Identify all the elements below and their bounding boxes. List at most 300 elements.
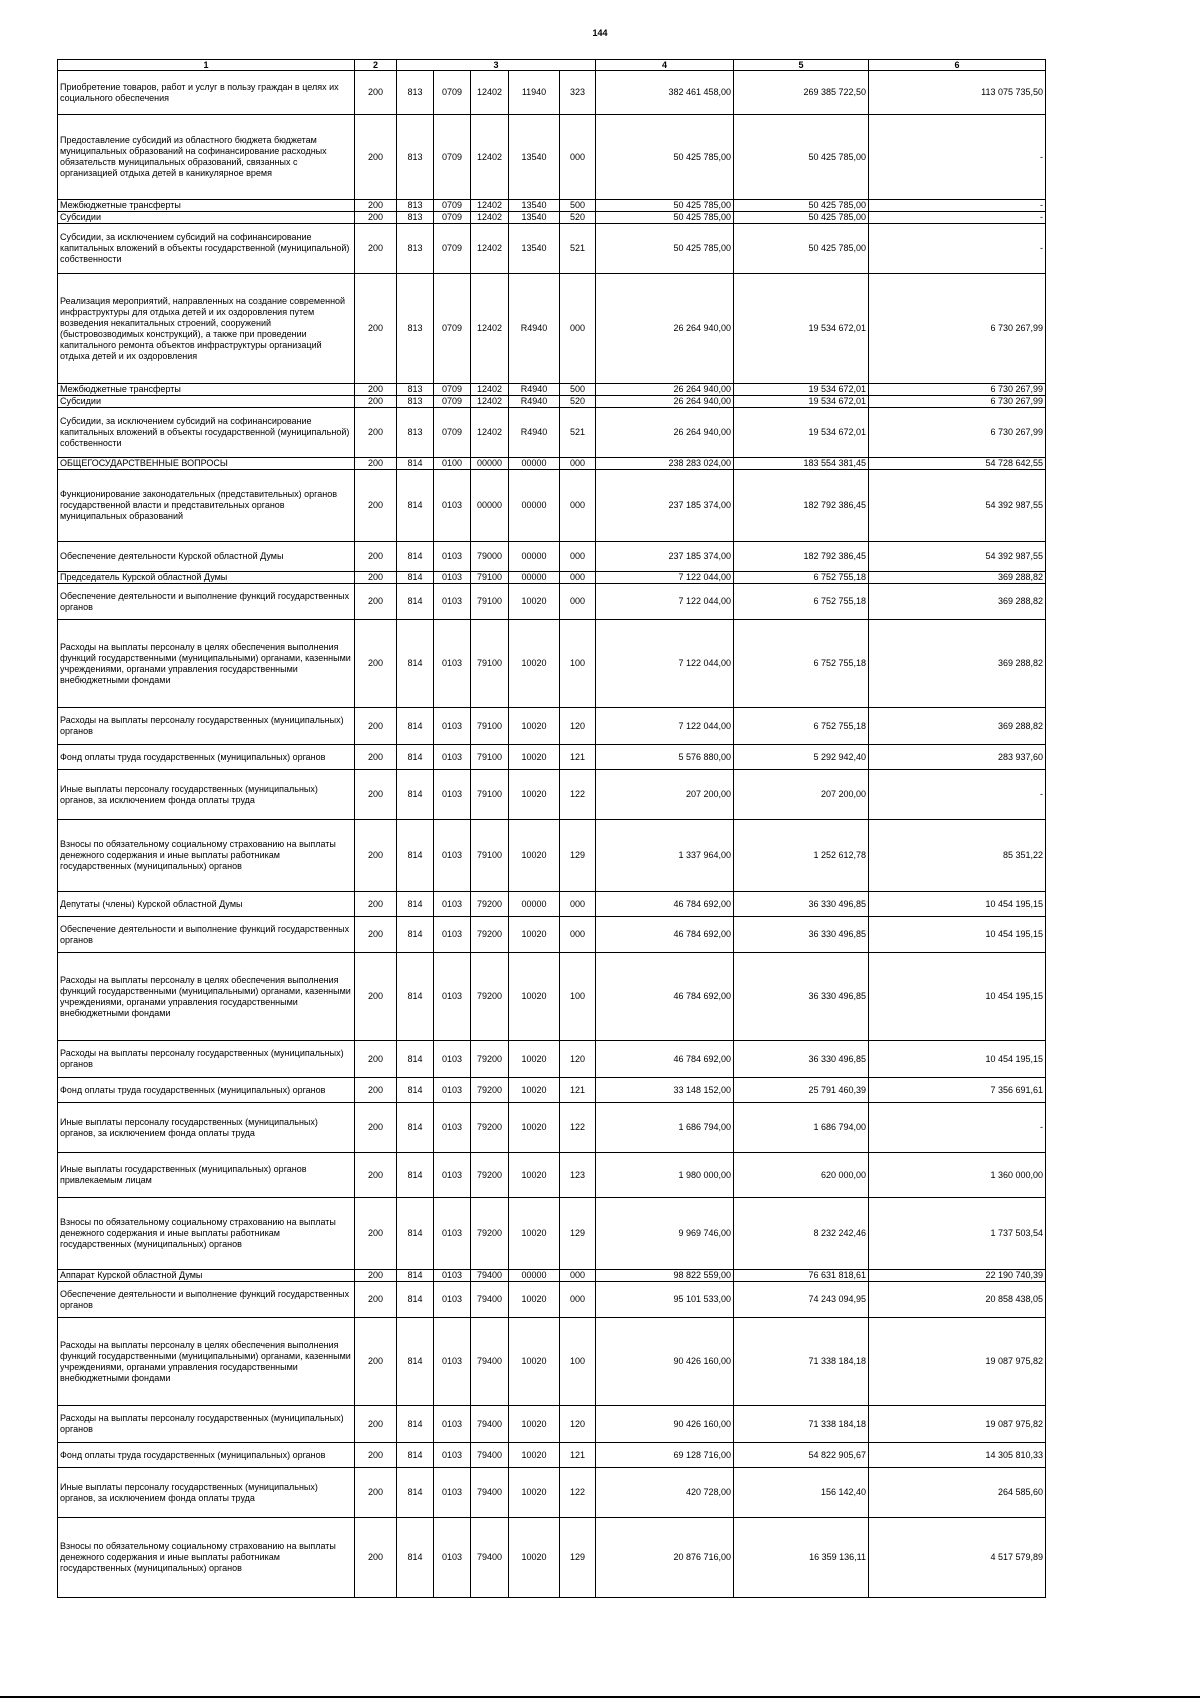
row-executed-amount: 36 330 496,85 <box>734 1041 869 1078</box>
row-approved-amount: 50 425 785,00 <box>596 212 734 224</box>
row-remaining-amount: - <box>869 200 1046 212</box>
row-name: Расходы на выплаты персоналу государственных (муниципальных) органов <box>58 1406 355 1443</box>
row-target-code-2: 10020 <box>509 820 560 892</box>
row-target-code-1: 79100 <box>471 584 509 620</box>
table-row <box>58 620 1046 708</box>
row-remaining-amount: 10 454 195,15 <box>869 917 1046 953</box>
row-executed-amount: 6 752 755,18 <box>734 620 869 708</box>
row-target-code-1: 12402 <box>471 224 509 274</box>
row-name: Реализация мероприятий, направленных на создание современной инфраструктуры для отдыха детей и их оздоровления путем возведения некапитальных строений, сооружений (быстровозводимых конструкций), а также при проведении капитального ремонта объектов инфраструктуры организаций отдыха детей и их оздоровления <box>58 274 355 384</box>
row-name: Межбюджетные трансферты <box>58 384 355 396</box>
table-row <box>58 745 1046 770</box>
row-name: Расходы на выплаты персоналу в целях обеспечения выполнения функций государственными (муниципальными) органами, казенными учреждениями, органами управления государственными внебюджетными фондами <box>58 1318 355 1406</box>
row-target-code-2: 11940 <box>509 71 560 115</box>
row-approved-amount: 1 337 964,00 <box>596 820 734 892</box>
row-name: Иные выплаты государственных (муниципальных) органов привлекаемым лицам <box>58 1153 355 1198</box>
row-admin-code: 200 <box>355 384 397 396</box>
row-section-code: 0100 <box>434 458 471 470</box>
row-target-code-2: 13540 <box>509 200 560 212</box>
row-remaining-amount: 19 087 975,82 <box>869 1406 1046 1443</box>
table-row <box>58 820 1046 892</box>
row-name: ОБЩЕГОСУДАРСТВЕННЫЕ ВОПРОСЫ <box>58 458 355 470</box>
row-executed-amount: 50 425 785,00 <box>734 115 869 200</box>
row-section-code: 0103 <box>434 770 471 820</box>
table-header-row <box>58 60 1046 71</box>
row-remaining-amount: 54 392 987,55 <box>869 542 1046 572</box>
row-admin-code: 200 <box>355 708 397 745</box>
row-executed-amount: 19 534 672,01 <box>734 384 869 396</box>
row-section-code: 0103 <box>434 1282 471 1318</box>
row-name: Иные выплаты персоналу государственных (муниципальных) органов, за исключением фонда оплаты труда <box>58 1103 355 1153</box>
row-admin-code: 200 <box>355 71 397 115</box>
row-expense-type: 100 <box>560 953 596 1041</box>
header-col-1: 1 <box>58 60 355 71</box>
row-section-code: 0103 <box>434 953 471 1041</box>
row-expense-type: 000 <box>560 542 596 572</box>
row-expense-type: 129 <box>560 1518 596 1598</box>
row-grbs-code: 814 <box>397 1406 434 1443</box>
row-target-code-2: 13540 <box>509 224 560 274</box>
row-target-code-1: 79100 <box>471 745 509 770</box>
row-remaining-amount: 54 728 642,55 <box>869 458 1046 470</box>
row-executed-amount: 36 330 496,85 <box>734 892 869 917</box>
row-target-code-2: 10020 <box>509 584 560 620</box>
row-expense-type: 000 <box>560 274 596 384</box>
row-executed-amount: 182 792 386,45 <box>734 542 869 572</box>
row-section-code: 0709 <box>434 115 471 200</box>
row-target-code-1: 79200 <box>471 917 509 953</box>
row-executed-amount: 19 534 672,01 <box>734 274 869 384</box>
row-name: Субсидии <box>58 212 355 224</box>
row-remaining-amount: - <box>869 115 1046 200</box>
row-target-code-1: 79100 <box>471 572 509 584</box>
row-name: Предоставление субсидий из областного бюджета бюджетам муниципальных образований на софинансирование расходных обязательств муниципальных образований, связанных с организацией отдыха детей в каникулярное время <box>58 115 355 200</box>
row-target-code-1: 79200 <box>471 892 509 917</box>
table-row <box>58 200 1046 212</box>
row-executed-amount: 5 292 942,40 <box>734 745 869 770</box>
row-name: Расходы на выплаты персоналу в целях обеспечения выполнения функций государственными (муниципальными) органами, казенными учреждениями, органами управления государственными внебюджетными фондами <box>58 953 355 1041</box>
row-grbs-code: 814 <box>397 1153 434 1198</box>
row-approved-amount: 238 283 024,00 <box>596 458 734 470</box>
table-row <box>58 71 1046 115</box>
row-section-code: 0103 <box>434 572 471 584</box>
table-row <box>58 224 1046 274</box>
row-target-code-2: R4940 <box>509 274 560 384</box>
row-remaining-amount: 6 730 267,99 <box>869 396 1046 408</box>
row-approved-amount: 46 784 692,00 <box>596 953 734 1041</box>
row-target-code-2: 13540 <box>509 212 560 224</box>
row-section-code: 0103 <box>434 1198 471 1270</box>
row-admin-code: 200 <box>355 892 397 917</box>
row-grbs-code: 814 <box>397 1103 434 1153</box>
row-executed-amount: 25 791 460,39 <box>734 1078 869 1103</box>
row-approved-amount: 50 425 785,00 <box>596 224 734 274</box>
table-body <box>58 60 1046 1598</box>
row-remaining-amount: 283 937,60 <box>869 745 1046 770</box>
row-target-code-2: 10020 <box>509 1153 560 1198</box>
row-target-code-2: 10020 <box>509 1282 560 1318</box>
row-expense-type: 129 <box>560 820 596 892</box>
row-executed-amount: 16 359 136,11 <box>734 1518 869 1598</box>
row-executed-amount: 207 200,00 <box>734 770 869 820</box>
row-approved-amount: 207 200,00 <box>596 770 734 820</box>
row-approved-amount: 90 426 160,00 <box>596 1318 734 1406</box>
row-executed-amount: 19 534 672,01 <box>734 408 869 458</box>
row-name: Взносы по обязательному социальному страхованию на выплаты денежного содержания и иные выплаты работникам государственных (муниципальных) органов <box>58 820 355 892</box>
row-target-code-2: 00000 <box>509 458 560 470</box>
row-approved-amount: 7 122 044,00 <box>596 572 734 584</box>
header-col-6: 6 <box>869 60 1046 71</box>
row-target-code-1: 79400 <box>471 1270 509 1282</box>
row-target-code-1: 79200 <box>471 1078 509 1103</box>
row-section-code: 0103 <box>434 620 471 708</box>
row-section-code: 0103 <box>434 1406 471 1443</box>
row-executed-amount: 8 232 242,46 <box>734 1198 869 1270</box>
row-target-code-2: 10020 <box>509 770 560 820</box>
row-target-code-1: 12402 <box>471 115 509 200</box>
row-admin-code: 200 <box>355 1468 397 1518</box>
row-remaining-amount: 1 737 503,54 <box>869 1198 1046 1270</box>
row-admin-code: 200 <box>355 770 397 820</box>
row-grbs-code: 814 <box>397 1198 434 1270</box>
row-target-code-2: 00000 <box>509 892 560 917</box>
row-executed-amount: 36 330 496,85 <box>734 917 869 953</box>
row-name: Обеспечение деятельности и выполнение функций государственных органов <box>58 584 355 620</box>
row-expense-type: 120 <box>560 708 596 745</box>
row-target-code-1: 79400 <box>471 1518 509 1598</box>
row-target-code-1: 12402 <box>471 396 509 408</box>
row-grbs-code: 814 <box>397 953 434 1041</box>
row-grbs-code: 814 <box>397 770 434 820</box>
row-expense-type: 000 <box>560 892 596 917</box>
table-row <box>58 1270 1046 1282</box>
row-name: Председатель Курской областной Думы <box>58 572 355 584</box>
row-expense-type: 500 <box>560 384 596 396</box>
row-target-code-1: 00000 <box>471 458 509 470</box>
row-target-code-1: 79400 <box>471 1468 509 1518</box>
row-admin-code: 200 <box>355 1078 397 1103</box>
row-remaining-amount: - <box>869 1103 1046 1153</box>
row-section-code: 0103 <box>434 1318 471 1406</box>
row-grbs-code: 814 <box>397 1443 434 1468</box>
row-expense-type: 122 <box>560 1468 596 1518</box>
row-approved-amount: 26 264 940,00 <box>596 274 734 384</box>
row-remaining-amount: 7 356 691,61 <box>869 1078 1046 1103</box>
row-admin-code: 200 <box>355 953 397 1041</box>
row-remaining-amount: - <box>869 212 1046 224</box>
row-admin-code: 200 <box>355 1270 397 1282</box>
row-approved-amount: 46 784 692,00 <box>596 1041 734 1078</box>
row-expense-type: 000 <box>560 470 596 542</box>
row-admin-code: 200 <box>355 620 397 708</box>
row-admin-code: 200 <box>355 820 397 892</box>
row-expense-type: 520 <box>560 396 596 408</box>
row-approved-amount: 237 185 374,00 <box>596 470 734 542</box>
row-admin-code: 200 <box>355 1406 397 1443</box>
row-target-code-2: 10020 <box>509 708 560 745</box>
row-target-code-2: 00000 <box>509 542 560 572</box>
row-admin-code: 200 <box>355 1518 397 1598</box>
row-grbs-code: 814 <box>397 892 434 917</box>
row-target-code-1: 79200 <box>471 953 509 1041</box>
row-target-code-1: 79400 <box>471 1318 509 1406</box>
row-approved-amount: 26 264 940,00 <box>596 408 734 458</box>
row-grbs-code: 813 <box>397 212 434 224</box>
table-row <box>58 470 1046 542</box>
row-grbs-code: 813 <box>397 71 434 115</box>
table-row <box>58 1518 1046 1598</box>
row-grbs-code: 814 <box>397 620 434 708</box>
row-remaining-amount: 10 454 195,15 <box>869 953 1046 1041</box>
table-row <box>58 1406 1046 1443</box>
row-executed-amount: 50 425 785,00 <box>734 200 869 212</box>
row-name: Расходы на выплаты персоналу государственных (муниципальных) органов <box>58 1041 355 1078</box>
row-section-code: 0709 <box>434 396 471 408</box>
row-remaining-amount: 10 454 195,15 <box>869 892 1046 917</box>
row-admin-code: 200 <box>355 115 397 200</box>
table-row <box>58 770 1046 820</box>
row-admin-code: 200 <box>355 458 397 470</box>
row-section-code: 0103 <box>434 745 471 770</box>
row-admin-code: 200 <box>355 1103 397 1153</box>
row-target-code-2: 10020 <box>509 1103 560 1153</box>
row-target-code-1: 12402 <box>471 274 509 384</box>
table-row <box>58 1041 1046 1078</box>
row-expense-type: 000 <box>560 917 596 953</box>
row-target-code-2: 10020 <box>509 1406 560 1443</box>
budget-table <box>57 59 1046 1598</box>
row-section-code: 0103 <box>434 892 471 917</box>
row-target-code-1: 79200 <box>471 1153 509 1198</box>
row-approved-amount: 26 264 940,00 <box>596 384 734 396</box>
row-expense-type: 000 <box>560 115 596 200</box>
row-executed-amount: 182 792 386,45 <box>734 470 869 542</box>
row-name: Функционирование законодательных (представительных) органов государственной власти и представительных органов муниципальных образований <box>58 470 355 542</box>
table-row <box>58 1282 1046 1318</box>
row-expense-type: 121 <box>560 745 596 770</box>
row-target-code-1: 79400 <box>471 1443 509 1468</box>
row-grbs-code: 814 <box>397 745 434 770</box>
row-admin-code: 200 <box>355 572 397 584</box>
row-section-code: 0103 <box>434 1443 471 1468</box>
row-executed-amount: 76 631 818,61 <box>734 1270 869 1282</box>
row-target-code-2: 10020 <box>509 1518 560 1598</box>
row-name: Субсидии, за исключением субсидий на софинансирование капитальных вложений в объекты государственной (муниципальной) собственности <box>58 224 355 274</box>
row-section-code: 0103 <box>434 1078 471 1103</box>
row-target-code-1: 79100 <box>471 708 509 745</box>
row-expense-type: 121 <box>560 1443 596 1468</box>
row-expense-type: 000 <box>560 572 596 584</box>
header-col-2: 2 <box>355 60 397 71</box>
row-approved-amount: 20 876 716,00 <box>596 1518 734 1598</box>
row-grbs-code: 814 <box>397 708 434 745</box>
row-remaining-amount: 10 454 195,15 <box>869 1041 1046 1078</box>
row-executed-amount: 19 534 672,01 <box>734 396 869 408</box>
row-expense-type: 000 <box>560 584 596 620</box>
row-approved-amount: 5 576 880,00 <box>596 745 734 770</box>
row-executed-amount: 54 822 905,67 <box>734 1443 869 1468</box>
row-target-code-1: 12402 <box>471 408 509 458</box>
row-executed-amount: 183 554 381,45 <box>734 458 869 470</box>
row-executed-amount: 36 330 496,85 <box>734 953 869 1041</box>
row-target-code-1: 12402 <box>471 384 509 396</box>
table-row <box>58 584 1046 620</box>
row-expense-type: 000 <box>560 1270 596 1282</box>
row-target-code-2: 00000 <box>509 470 560 542</box>
row-target-code-2: 10020 <box>509 1318 560 1406</box>
row-grbs-code: 814 <box>397 1318 434 1406</box>
row-expense-type: 000 <box>560 458 596 470</box>
row-executed-amount: 1 252 612,78 <box>734 820 869 892</box>
row-expense-type: 129 <box>560 1198 596 1270</box>
row-grbs-code: 814 <box>397 542 434 572</box>
row-expense-type: 323 <box>560 71 596 115</box>
row-expense-type: 521 <box>560 408 596 458</box>
row-expense-type: 120 <box>560 1041 596 1078</box>
row-target-code-2: 10020 <box>509 1443 560 1468</box>
row-remaining-amount: 369 288,82 <box>869 708 1046 745</box>
row-admin-code: 200 <box>355 542 397 572</box>
row-target-code-1: 12402 <box>471 71 509 115</box>
row-admin-code: 200 <box>355 396 397 408</box>
row-name: Иные выплаты персоналу государственных (муниципальных) органов, за исключением фонда оплаты труда <box>58 770 355 820</box>
row-expense-type: 123 <box>560 1153 596 1198</box>
row-target-code-1: 12402 <box>471 200 509 212</box>
row-executed-amount: 71 338 184,18 <box>734 1406 869 1443</box>
row-admin-code: 200 <box>355 224 397 274</box>
row-expense-type: 121 <box>560 1078 596 1103</box>
row-name: Субсидии <box>58 396 355 408</box>
row-target-code-2: 13540 <box>509 115 560 200</box>
row-approved-amount: 420 728,00 <box>596 1468 734 1518</box>
row-remaining-amount: 264 585,60 <box>869 1468 1046 1518</box>
row-admin-code: 200 <box>355 584 397 620</box>
table-row <box>58 1103 1046 1153</box>
row-remaining-amount: - <box>869 770 1046 820</box>
row-admin-code: 200 <box>355 1282 397 1318</box>
row-section-code: 0709 <box>434 200 471 212</box>
row-target-code-1: 79100 <box>471 770 509 820</box>
row-target-code-1: 79200 <box>471 1198 509 1270</box>
row-grbs-code: 814 <box>397 1468 434 1518</box>
row-name: Обеспечение деятельности и выполнение функций государственных органов <box>58 917 355 953</box>
row-target-code-1: 79100 <box>471 820 509 892</box>
page-number: 144 <box>592 28 608 38</box>
row-executed-amount: 71 338 184,18 <box>734 1318 869 1406</box>
row-expense-type: 120 <box>560 1406 596 1443</box>
header-col-4: 4 <box>596 60 734 71</box>
row-admin-code: 200 <box>355 1041 397 1078</box>
row-section-code: 0709 <box>434 274 471 384</box>
row-section-code: 0709 <box>434 71 471 115</box>
row-grbs-code: 813 <box>397 274 434 384</box>
row-expense-type: 500 <box>560 200 596 212</box>
row-section-code: 0103 <box>434 584 471 620</box>
table-row <box>58 542 1046 572</box>
row-remaining-amount: 6 730 267,99 <box>869 274 1046 384</box>
row-name: Аппарат Курской областной Думы <box>58 1270 355 1282</box>
table-row <box>58 212 1046 224</box>
row-admin-code: 200 <box>355 1443 397 1468</box>
row-name: Обеспечение деятельности и выполнение функций государственных органов <box>58 1282 355 1318</box>
row-section-code: 0103 <box>434 470 471 542</box>
row-target-code-2: 00000 <box>509 572 560 584</box>
row-grbs-code: 814 <box>397 917 434 953</box>
row-approved-amount: 90 426 160,00 <box>596 1406 734 1443</box>
table-row <box>58 572 1046 584</box>
row-target-code-1: 79400 <box>471 1282 509 1318</box>
row-target-code-2: 10020 <box>509 953 560 1041</box>
row-name: Субсидии, за исключением субсидий на софинансирование капитальных вложений в объекты государственной (муниципальной) собственности <box>58 408 355 458</box>
row-target-code-2: R4940 <box>509 396 560 408</box>
row-expense-type: 000 <box>560 1282 596 1318</box>
row-target-code-1: 79000 <box>471 542 509 572</box>
row-section-code: 0103 <box>434 1468 471 1518</box>
table-row <box>58 408 1046 458</box>
row-remaining-amount: 369 288,82 <box>869 584 1046 620</box>
row-expense-type: 520 <box>560 212 596 224</box>
row-admin-code: 200 <box>355 1153 397 1198</box>
row-target-code-1: 79400 <box>471 1406 509 1443</box>
row-executed-amount: 6 752 755,18 <box>734 708 869 745</box>
row-section-code: 0709 <box>434 408 471 458</box>
row-grbs-code: 814 <box>397 458 434 470</box>
row-approved-amount: 50 425 785,00 <box>596 200 734 212</box>
row-target-code-2: R4940 <box>509 384 560 396</box>
row-target-code-1: 79200 <box>471 1041 509 1078</box>
row-expense-type: 521 <box>560 224 596 274</box>
row-executed-amount: 50 425 785,00 <box>734 212 869 224</box>
row-name: Взносы по обязательному социальному страхованию на выплаты денежного содержания и иные выплаты работникам государственных (муниципальных) органов <box>58 1198 355 1270</box>
row-remaining-amount: 113 075 735,50 <box>869 71 1046 115</box>
row-approved-amount: 98 822 559,00 <box>596 1270 734 1282</box>
row-section-code: 0709 <box>434 224 471 274</box>
row-grbs-code: 813 <box>397 408 434 458</box>
row-name: Обеспечение деятельности Курской областной Думы <box>58 542 355 572</box>
row-approved-amount: 95 101 533,00 <box>596 1282 734 1318</box>
row-executed-amount: 74 243 094,95 <box>734 1282 869 1318</box>
table-row <box>58 1078 1046 1103</box>
row-name: Фонд оплаты труда государственных (муниципальных) органов <box>58 1443 355 1468</box>
row-remaining-amount: 369 288,82 <box>869 572 1046 584</box>
row-target-code-2: 10020 <box>509 1468 560 1518</box>
row-grbs-code: 813 <box>397 115 434 200</box>
table-row <box>58 1443 1046 1468</box>
row-grbs-code: 813 <box>397 200 434 212</box>
row-name: Депутаты (члены) Курской областной Думы <box>58 892 355 917</box>
row-grbs-code: 813 <box>397 224 434 274</box>
row-grbs-code: 813 <box>397 396 434 408</box>
row-admin-code: 200 <box>355 274 397 384</box>
row-executed-amount: 1 686 794,00 <box>734 1103 869 1153</box>
row-expense-type: 122 <box>560 770 596 820</box>
table-row <box>58 396 1046 408</box>
row-section-code: 0103 <box>434 1153 471 1198</box>
row-target-code-1: 79200 <box>471 1103 509 1153</box>
row-remaining-amount: 22 190 740,39 <box>869 1270 1046 1282</box>
row-admin-code: 200 <box>355 917 397 953</box>
row-name: Фонд оплаты труда государственных (муниципальных) органов <box>58 745 355 770</box>
row-remaining-amount: 20 858 438,05 <box>869 1282 1046 1318</box>
row-remaining-amount: 1 360 000,00 <box>869 1153 1046 1198</box>
row-section-code: 0103 <box>434 917 471 953</box>
row-executed-amount: 269 385 722,50 <box>734 71 869 115</box>
header-col-5: 5 <box>734 60 869 71</box>
row-grbs-code: 814 <box>397 820 434 892</box>
table-row <box>58 384 1046 396</box>
row-approved-amount: 237 185 374,00 <box>596 542 734 572</box>
row-expense-type: 100 <box>560 1318 596 1406</box>
